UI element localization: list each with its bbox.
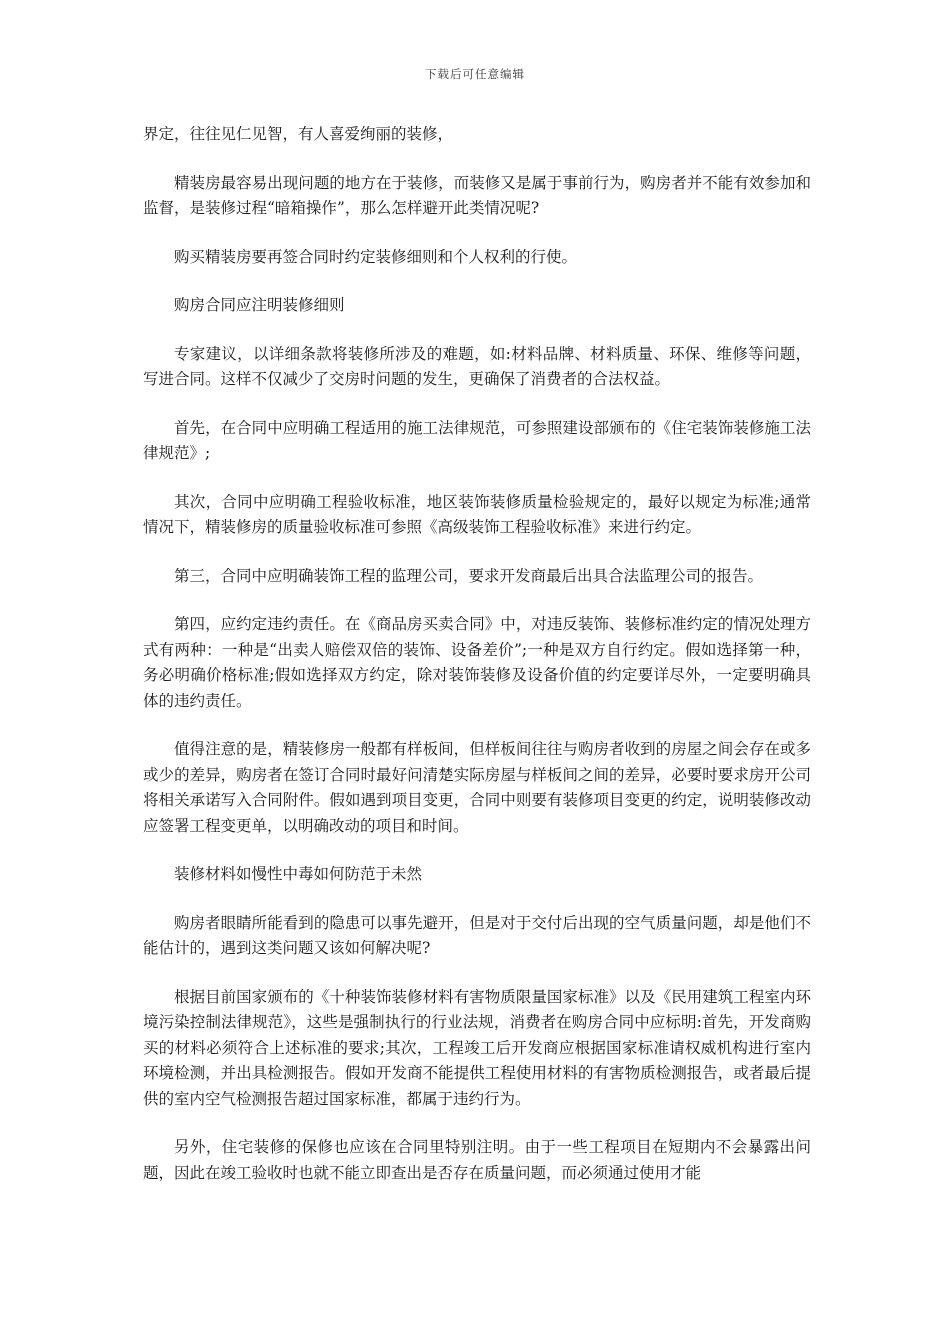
paragraph: 其次，合同中应明确工程验收标准，地区装饰装修质量检验规定的，最好以规定为标准;通常情况下，精装修房的质量验收标准可参照《高级装饰工程验收标准》来进行约定。 — [143, 492, 811, 536]
paragraph: 首先，在合同中应明确工程适用的施工法律规范，可参照建设部颁布的《住宅装饰装修施工法律规范》; — [143, 418, 811, 462]
paragraph: 购买精装房要再签合同时约定装修细则和个人权利的行使。 — [174, 247, 578, 266]
paragraph: 精装房最容易出现问题的地方在于装修，而装修又是属于事前行为，购房者并不能有效参加和监督，是装修过程“暗箱操作”，那么怎样避开此类情况呢? — [143, 173, 811, 217]
page-header: 下载后可任意编辑 — [425, 67, 525, 81]
paragraph: 专家建议，以详细条款将装修所涉及的难题，如:材料品牌、材料质量、环保、维修等问题，写进合同。这样不仅减少了交房时问题的发生，更确保了消费者的合法权益。 — [143, 344, 811, 388]
section-heading: 购房合同应注明装修细则 — [174, 296, 345, 314]
paragraph: 值得注意的是，精装修房一般都有样板间，但样板间往往与购房者收到的房屋之间会存在或多或少的差异，购房者在签订合同时最好问清楚实际房屋与样板间之间的差异，必要时要求房开公司将相关承诺写入合同附件。假如遇到项目变更，合同中则要有装修项目变更的约定，说明装修改动应签署工程变更单，以明确改动的项目和时间。 — [143, 740, 811, 835]
section-heading: 装修材料如慢性中毒如何防范于未然 — [174, 865, 423, 883]
paragraph: 根据目前国家颁布的《十种装饰装修材料有害物质限量国家标准》以及《民用建筑工程室内环境污染控制法律规范》，这些是强制执行的行业法规，消费者在购房合同中应标明:首先，开发商购买的材料必须符合上述标准的要求;其次，工程竣工后开发商应根据国家标准请权威机构进行室内环境检测，并出具检测报告。假如开发商不能提供工程使用材料的有害物质检测报告，或者最后提供的室内空气检测报告超过国家标准，都属于违约行为。 — [143, 987, 811, 1108]
paragraph: 第三，合同中应明确装饰工程的监理公司，要求开发商最后出具合法监理公司的报告。 — [174, 566, 764, 585]
paragraph-intro: 界定，往往见仁见智，有人喜爱绚丽的装修， — [143, 125, 454, 143]
paragraph: 购房者眼睛所能看到的隐患可以事先避开，但是对于交付后出现的空气质量问题，却是他们不能估计的，遇到这类问题又该如何解决呢? — [143, 913, 811, 957]
paragraph: 第四，应约定违约责任。在《商品房买卖合同》中，对违反装饰、装修标准约定的情况处理方式有两种：一种是“出卖人赔偿双倍的装饰、设备差价”;一种是双方自行约定。假如选择第一种，务必明确价格标准;假如选择双方约定，除对装饰装修及设备价值的约定要详尽外，一定要明确具体的违约责任。 — [143, 615, 811, 710]
document-body — [143, 122, 811, 1209]
paragraph: 另外，住宅装修的保修也应该在合同里特别注明。由于一些工程项目在短期内不会暴露出问题，因此在竣工验收时也就不能立即查出是否存在质量问题，而必须通过使用才能 — [143, 1138, 811, 1182]
